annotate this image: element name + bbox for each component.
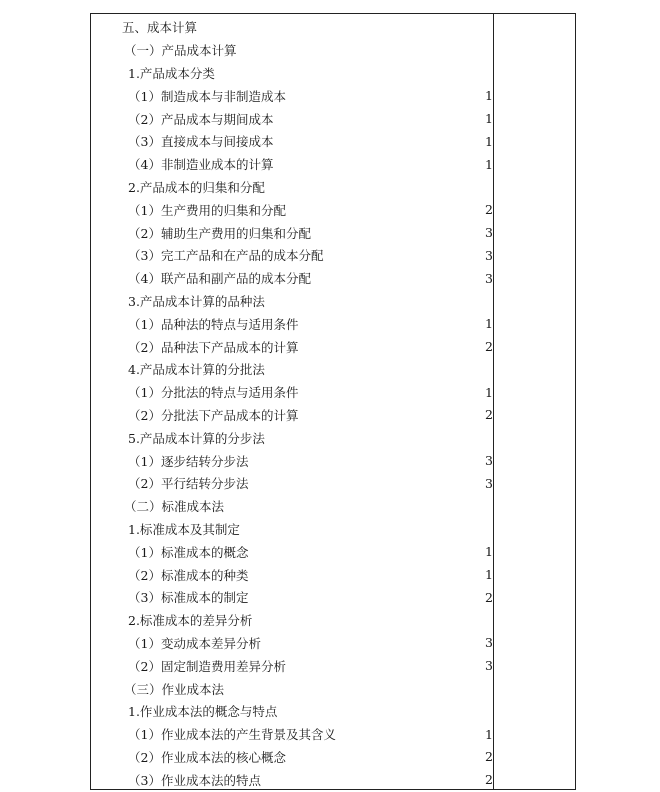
row-level-value: 1 xyxy=(485,567,493,583)
syllabus-row xyxy=(0,267,660,290)
row-level-value: 1 xyxy=(485,544,493,560)
syllabus-row xyxy=(0,768,660,791)
syllabus-row xyxy=(0,312,660,335)
row-title: 1.作业成本法的概念与特点 xyxy=(128,704,278,720)
row-title: （2）固定制造费用差异分析 xyxy=(128,658,286,674)
syllabus-row xyxy=(0,358,660,381)
syllabus-row xyxy=(0,153,660,176)
row-level-value: 3 xyxy=(485,635,493,651)
syllabus-row xyxy=(0,723,660,746)
row-title: 2.标准成本的差异分析 xyxy=(128,613,253,629)
row-level-value: 3 xyxy=(485,225,493,241)
syllabus-row xyxy=(0,426,660,449)
row-level-value: 3 xyxy=(485,270,493,286)
syllabus-row xyxy=(0,39,660,62)
row-title: （3）完工产品和在产品的成本分配 xyxy=(128,248,324,264)
syllabus-row xyxy=(0,381,660,404)
row-level-value: 2 xyxy=(485,202,493,218)
row-title: 3.产品成本计算的品种法 xyxy=(128,293,265,309)
row-level-value: 1 xyxy=(485,316,493,332)
row-title: 1.产品成本分类 xyxy=(128,65,215,81)
row-title: （2）辅助生产费用的归集和分配 xyxy=(128,225,311,241)
syllabus-row xyxy=(0,198,660,221)
row-level-value: 2 xyxy=(485,589,493,605)
syllabus-row xyxy=(0,244,660,267)
syllabus-row xyxy=(0,62,660,85)
row-title: （1）制造成本与非制造成本 xyxy=(128,88,286,104)
row-level-value: 3 xyxy=(485,475,493,491)
row-title: （1）逐步结转分步法 xyxy=(128,453,249,469)
row-title: （2）分批法下产品成本的计算 xyxy=(128,407,299,423)
row-title: （2）平行结转分步法 xyxy=(128,476,249,492)
syllabus-row xyxy=(0,677,660,700)
row-level-value: 2 xyxy=(485,407,493,423)
syllabus-row xyxy=(0,495,660,518)
syllabus-row xyxy=(0,404,660,427)
row-title: （4）非制造业成本的计算 xyxy=(128,157,274,173)
syllabus-row xyxy=(0,290,660,313)
row-title: （2）标准成本的种类 xyxy=(128,567,249,583)
row-level-value: 3 xyxy=(485,247,493,263)
row-title: （1）变动成本差异分析 xyxy=(128,635,261,651)
syllabus-row xyxy=(0,335,660,358)
row-title: 4.产品成本计算的分批法 xyxy=(128,362,265,378)
row-title: 五、成本计算 xyxy=(122,20,198,36)
row-level-value: 1 xyxy=(485,384,493,400)
row-title: （三）作业成本法 xyxy=(124,681,225,697)
syllabus-row xyxy=(0,221,660,244)
row-title: （2）品种法下产品成本的计算 xyxy=(128,339,299,355)
row-level-value: 2 xyxy=(485,749,493,765)
syllabus-row xyxy=(0,518,660,541)
syllabus-row xyxy=(0,746,660,769)
row-title: （一）产品成本计算 xyxy=(124,43,237,59)
syllabus-row xyxy=(0,130,660,153)
row-title: （3）直接成本与间接成本 xyxy=(128,134,274,150)
syllabus-row xyxy=(0,107,660,130)
row-level-value: 1 xyxy=(485,726,493,742)
syllabus-row xyxy=(0,586,660,609)
syllabus-row xyxy=(0,632,660,655)
row-title: （4）联产品和副产品的成本分配 xyxy=(128,271,311,287)
syllabus-row xyxy=(0,700,660,723)
row-title: （3）作业成本法的特点 xyxy=(128,772,261,788)
row-level-value: 2 xyxy=(485,339,493,355)
row-title: 1.标准成本及其制定 xyxy=(128,521,240,537)
row-title: 2.产品成本的归集和分配 xyxy=(128,179,265,195)
syllabus-row xyxy=(0,16,660,39)
row-level-value: 1 xyxy=(485,133,493,149)
row-title: （二）标准成本法 xyxy=(124,499,225,515)
row-title: （3）标准成本的制定 xyxy=(128,590,249,606)
syllabus-row xyxy=(0,654,660,677)
row-level-value: 3 xyxy=(485,453,493,469)
syllabus-row xyxy=(0,176,660,199)
syllabus-row xyxy=(0,449,660,472)
row-title: （1）生产费用的归集和分配 xyxy=(128,202,286,218)
row-level-value: 2 xyxy=(485,772,493,788)
syllabus-row xyxy=(0,609,660,632)
syllabus-row xyxy=(0,472,660,495)
syllabus-row xyxy=(0,84,660,107)
row-title: （1）作业成本法的产生背景及其含义 xyxy=(128,727,336,743)
row-title: （1）标准成本的概念 xyxy=(128,544,249,560)
row-title: （1）品种法的特点与适用条件 xyxy=(128,316,299,332)
row-title: （1）分批法的特点与适用条件 xyxy=(128,385,299,401)
syllabus-row xyxy=(0,540,660,563)
syllabus-row xyxy=(0,563,660,586)
row-title: 5.产品成本计算的分步法 xyxy=(128,430,265,446)
row-level-value: 1 xyxy=(485,111,493,127)
row-level-value: 1 xyxy=(485,88,493,104)
row-title: （2）产品成本与期间成本 xyxy=(128,111,274,127)
row-level-value: 3 xyxy=(485,658,493,674)
row-title: （2）作业成本法的核心概念 xyxy=(128,749,286,765)
row-level-value: 1 xyxy=(485,156,493,172)
syllabus-rows xyxy=(0,16,660,791)
